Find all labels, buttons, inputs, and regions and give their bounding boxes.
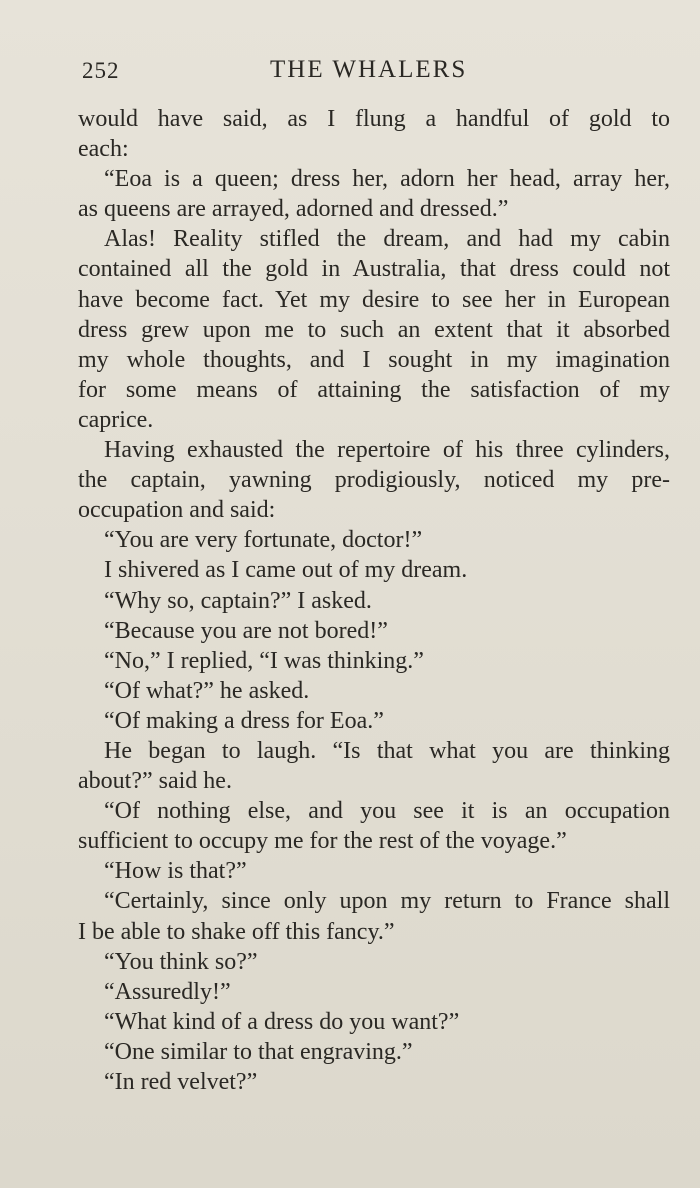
text-line: “Eoa is a queen; dress her, adorn her head, array her, — [104, 166, 670, 193]
text-line: “Of what?” he asked. — [104, 677, 310, 704]
text-line: “Assuredly!” — [104, 978, 231, 1005]
text-line: the captain, yawning prodigiously, noticed my pre- — [78, 467, 670, 494]
text-line: each: — [78, 136, 129, 163]
text-line: I shivered as I came out of my dream. — [104, 557, 468, 584]
text-line: “How is that?” — [104, 858, 247, 885]
text-line: for some means of attaining the satisfaction of my — [78, 376, 670, 403]
text-line: dress grew upon me to such an extent that it absorbed — [78, 316, 670, 343]
text-line: I be able to shake off this fancy.” — [78, 918, 395, 945]
text-line: “In red velvet?” — [104, 1069, 258, 1095]
text-line: caprice. — [78, 406, 154, 433]
body-text — [78, 104, 670, 1097]
text-line: Having exhausted the repertoire of his three cylinders, — [104, 437, 670, 464]
text-line: would have said, as I flung a handful of gold to — [78, 106, 670, 132]
running-title: THE WHALERS — [270, 56, 468, 83]
text-line: Alas! Reality stifled the dream, and had my cabin — [104, 226, 670, 253]
text-line: “One similar to that engraving.” — [104, 1038, 413, 1065]
text-line: “Of making a dress for Eoa.” — [104, 707, 384, 734]
text-line: “You are very fortunate, doctor!” — [104, 527, 423, 554]
running-head — [78, 50, 670, 94]
text-line: “Because you are not bored!” — [104, 617, 388, 644]
text-line: my whole thoughts, and I sought in my imagination — [78, 346, 670, 373]
text-line: “What kind of a dress do you want?” — [104, 1008, 460, 1035]
text-line: “Certainly, since only upon my return to France shall — [104, 888, 670, 915]
text-line: “No,” I replied, “I was thinking.” — [104, 647, 424, 674]
page-number: 252 — [82, 58, 120, 83]
text-line: occupation and said: — [78, 497, 276, 524]
text-line: sufficient to occupy me for the rest of the voyage.” — [78, 828, 567, 855]
text-line: contained all the gold in Australia, that dress could not — [78, 256, 670, 283]
text-line: “Why so, captain?” I asked. — [104, 587, 372, 614]
text-line: He began to laugh. “Is that what you are thinking — [104, 737, 670, 764]
text-line: “You think so?” — [104, 948, 258, 975]
book-page — [78, 50, 670, 1097]
text-line: have become fact. Yet my desire to see her in European — [78, 286, 670, 313]
text-line: “Of nothing else, and you see it is an occupation — [104, 798, 670, 825]
text-line: as queens are arrayed, adorned and dressed.” — [78, 196, 509, 223]
text-line: about?” said he. — [78, 768, 232, 795]
